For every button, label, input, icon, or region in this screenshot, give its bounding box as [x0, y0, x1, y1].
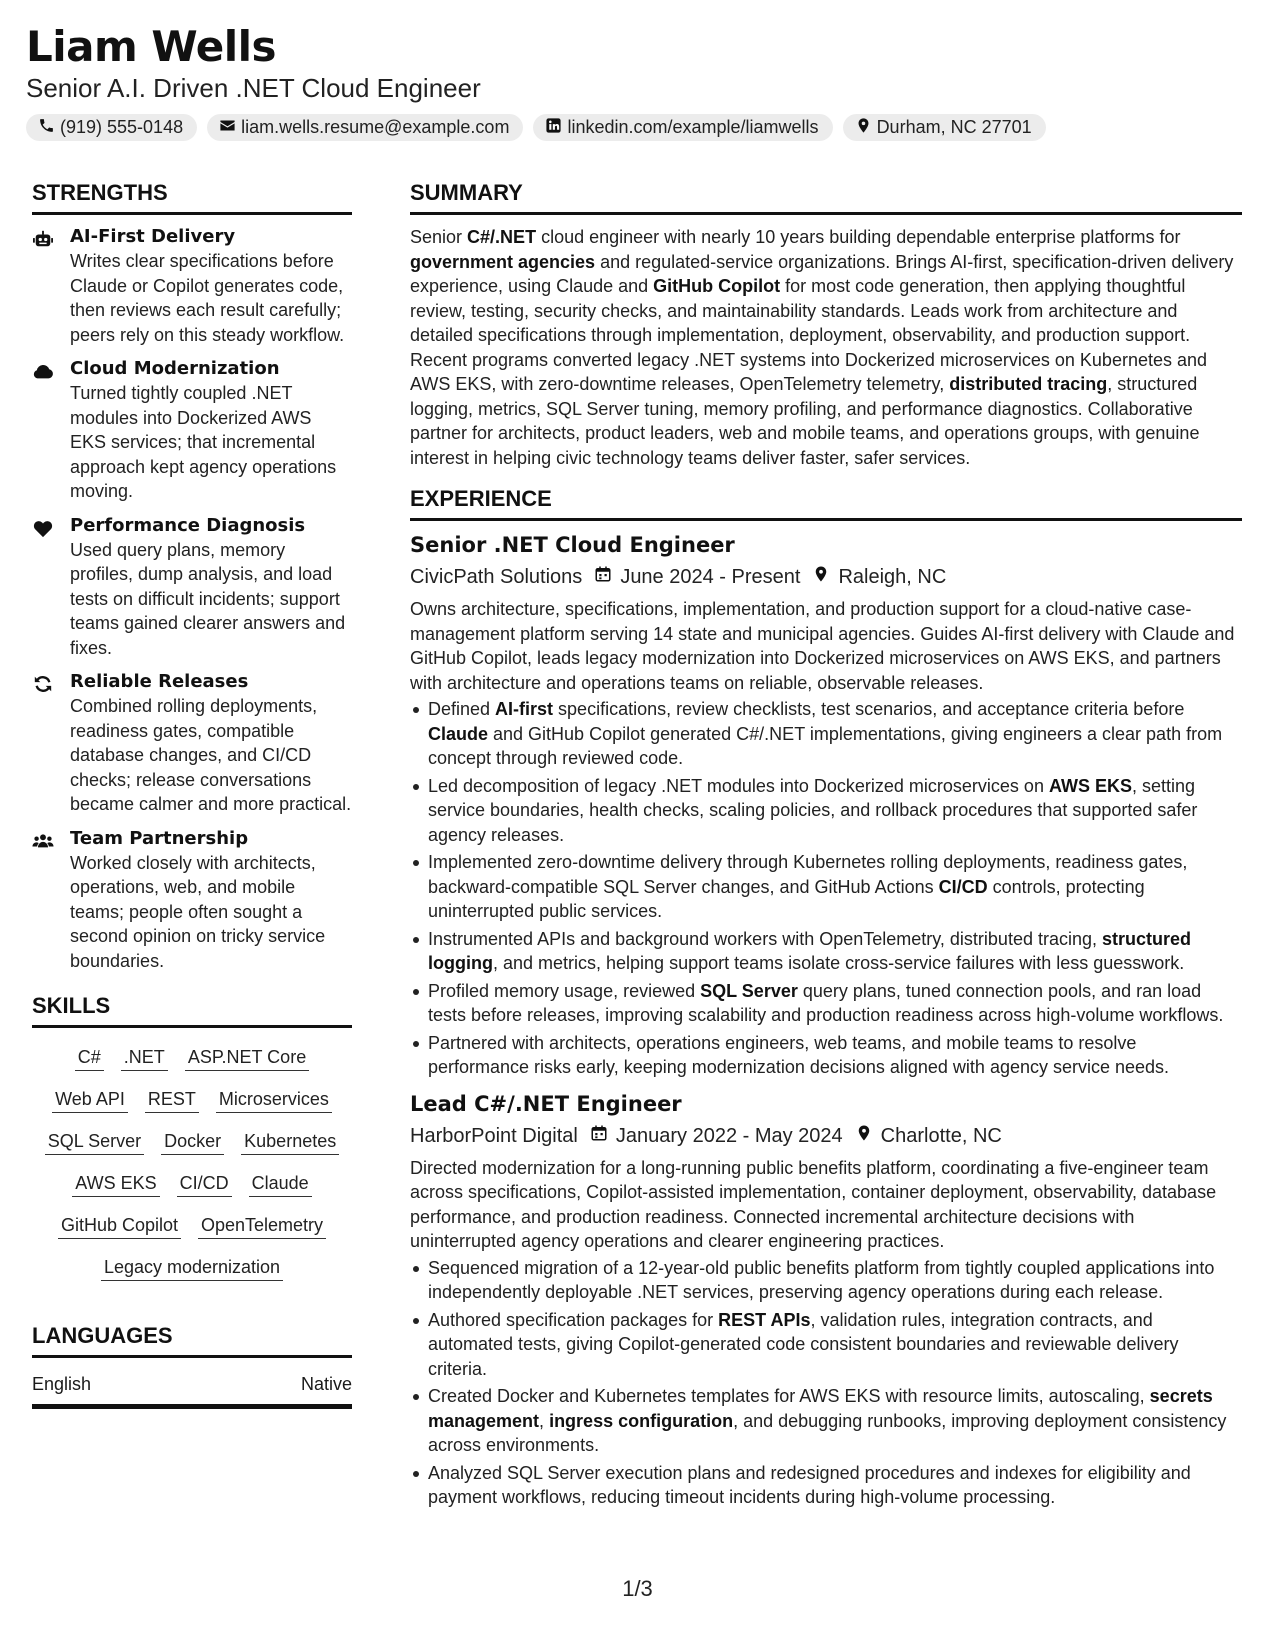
job-title: Senior .NET Cloud Engineer: [410, 533, 735, 557]
strength-desc: Writes clear specifications before Claude or Copilot generates code, then reviews each result carefully; peers rely on this steady workflow.: [70, 251, 345, 345]
strength-item: [32, 670, 352, 817]
heart-icon: [32, 525, 54, 542]
text-run: Authored specification packages for: [428, 1309, 719, 1330]
bullet-item: [410, 697, 1242, 771]
text-run: , setting service boundaries, health checks, scaling policies, and rollback procedures that supported safer agency releases.: [428, 775, 1198, 845]
emphasis-text: SQL Server: [700, 980, 798, 1001]
page-number: 1/3: [622, 1576, 653, 1601]
strength-title: Team Partnership: [70, 827, 249, 849]
skill-tag: GitHub Copilot: [58, 1214, 181, 1239]
text-run: Senior: [410, 227, 468, 247]
bullet-item: [410, 1308, 1242, 1382]
text-run: Analyzed SQL Server execution plans and redesigned procedures and indexes for eligibility and payment workflows, reducing timeout incidents during high-volume processing.: [428, 1462, 1191, 1507]
bullet-item: [410, 927, 1242, 976]
languages-heading: LANGUAGES: [32, 1321, 352, 1358]
text-run: Defined: [428, 699, 496, 719]
contact-text: linkedin.com/example/liamwells: [567, 117, 819, 137]
bullet-item: [410, 774, 1242, 848]
text-run: , validation rules, integration contracts, and automated tests, giving Copilot-generated code consistent boundaries and reviewable delivery criteria.: [428, 1309, 1179, 1379]
strength-desc: Used query plans, memory profiles, dump analysis, and load tests on difficult incidents; support teams gained clearer answers and fixes.: [70, 539, 346, 658]
right-column: [410, 178, 1242, 1520]
text-run: , structured logging, metrics, SQL Server tuning, memory profiling, and performance diagnostics. Collaborative partner for architects, product leaders, web and mobile teams, and operations groups, with genuine interest in helping civic technology teams deliver faster, safer services.: [410, 374, 1200, 468]
text-run: Sequenced migration of a 12-year-old public benefits platform from tightly coupled applications into independently deployable .NET services, preserving agency operations during each release.: [428, 1257, 1215, 1302]
strength-title: AI-First Delivery: [70, 226, 236, 247]
text-run: Instrumented APIs and background workers with OpenTelemetry, distributed tracing,: [428, 928, 1102, 949]
skill-tag: OpenTelemetry: [198, 1214, 326, 1239]
resume-header: [26, 22, 1256, 141]
emphasis-text: REST APIs: [718, 1309, 811, 1330]
job-company: HarborPoint Digital: [410, 1124, 578, 1147]
map-pin-icon: [855, 117, 877, 139]
job-title: Lead C#/.NET Engineer: [410, 1091, 682, 1116]
emphasis-text: AI-first: [495, 699, 554, 719]
strengths-heading: STRENGTHS: [32, 178, 352, 215]
emphasis-text: CI/CD: [938, 876, 988, 897]
bullet-item: [410, 850, 1242, 924]
contact-text: (919) 555-0148: [60, 117, 184, 137]
bullet-item: [410, 1031, 1242, 1080]
left-column: [32, 178, 352, 1409]
strength-title: Reliable Releases: [70, 671, 249, 692]
linkedin-icon: [545, 117, 567, 139]
text-run: Led decomposition of legacy .NET modules into Dockerized microservices on: [428, 775, 1049, 796]
text-run: Created Docker and Kubernetes templates for AWS EKS with resource limits, autoscaling,: [428, 1386, 1150, 1406]
emphasis-text: GitHub Copilot: [653, 276, 781, 296]
contact-text: liam.wells.resume@example.com: [241, 117, 510, 137]
experience-heading: EXPERIENCE: [410, 484, 1242, 521]
text-run: , and metrics, helping support teams isolate cross-service failures with less guesswork.: [492, 953, 1185, 973]
bullet-item: [410, 979, 1242, 1028]
strength-desc: Turned tightly coupled .NET modules into Dockerized AWS EKS services; that incremental approach kept agency operations moving.: [70, 383, 337, 501]
users-icon: [32, 838, 54, 855]
strength-item: [32, 357, 352, 504]
contact-bar: [26, 114, 1256, 141]
strength-item: [32, 514, 352, 661]
map-pin-icon: [855, 1122, 881, 1150]
job-company: CivicPath Solutions: [410, 566, 583, 588]
text-run: , and debugging runbooks, improving deployment consistency across environments.: [428, 1410, 1227, 1455]
job-entry: [410, 1090, 1242, 1510]
contact-email[interactable]: [207, 114, 523, 141]
phone-icon: [38, 117, 60, 139]
emphasis-text: distributed tracing: [949, 374, 1108, 394]
calendar-icon: [590, 1122, 616, 1150]
emphasis-text: structured logging: [428, 928, 1192, 973]
language-level: Native: [300, 1374, 352, 1394]
language-name: English: [32, 1374, 92, 1394]
emphasis-text: secrets management: [428, 1386, 1213, 1431]
skill-tag: Web API: [52, 1088, 128, 1113]
job-meta: [410, 563, 1242, 591]
contact-linkedin[interactable]: [533, 114, 832, 141]
skill-tag: REST: [145, 1088, 199, 1113]
emphasis-text: C#/.NET: [467, 227, 537, 247]
candidate-name: Liam Wells: [26, 22, 276, 71]
text-run: and regulated-service organizations. Brings AI-first, specification-driven delivery experience, using Claude and: [410, 251, 1234, 296]
strength-title: Cloud Modernization: [70, 358, 280, 379]
job-bullets: [410, 697, 1242, 1080]
skill-tag: Claude: [249, 1172, 312, 1197]
text-run: ,: [539, 1410, 550, 1431]
skill-tag: .NET: [121, 1046, 168, 1071]
job-bullets: [410, 1256, 1242, 1510]
bullet-item: [410, 1461, 1242, 1510]
skill-tag: AWS EKS: [72, 1172, 159, 1197]
strength-item: [32, 225, 352, 347]
cloud-icon: [32, 368, 54, 385]
robot-icon: [32, 236, 54, 253]
strength-desc: Worked closely with architects, operations, web, and mobile teams; people often sought a second opinion on tricky service boundaries.: [70, 852, 326, 971]
skill-tag: CI/CD: [177, 1172, 232, 1197]
job-description: Owns architecture, specifications, implementation, and production support for a cloud-native case-management platform serving 14 state and municipal agencies. Guides AI-first delivery with Claude and GitHub Copilot, leads legacy modernization into Dockerized microservices on AWS EKS, and partners with architecture and operations teams on reliable, observable releases.: [410, 599, 1235, 693]
job-meta: [410, 1122, 1242, 1150]
skill-tag: Kubernetes: [241, 1130, 339, 1155]
job-description: Directed modernization for a long-running public benefits platform, coordinating a five-engineer team across specifications, Copilot-assisted implementation, container deployment, observability, database performance, and production readiness. Connected incremental architecture decisions with uninterrupted agency operations and clearer engineering practices.: [410, 1157, 1217, 1251]
job-dates: June 2024 - Present: [620, 566, 801, 588]
skill-tag: SQL Server: [45, 1130, 144, 1155]
text-run: Implemented zero-downtime delivery through Kubernetes rolling deployments, readiness gates, backward-compatible SQL Server changes, and GitHub Actions: [428, 852, 1188, 897]
skills-heading: SKILLS: [32, 991, 352, 1028]
strength-item: [32, 827, 352, 974]
strength-desc: Combined rolling deployments, readiness gates, compatible database changes, and CI/CD checks; release conversations became calmer and more practical.: [70, 696, 352, 814]
strength-title: Performance Diagnosis: [70, 514, 306, 536]
skills-list: [32, 1046, 352, 1281]
candidate-title: Senior A.I. Driven .NET Cloud Engineer: [26, 73, 481, 103]
calendar-icon: [594, 563, 620, 591]
text-run: and GitHub Copilot generated C#/.NET implementations, giving engineers a clear path from concept through reviewed code.: [428, 723, 1223, 768]
skill-tag: ASP.NET Core: [185, 1046, 309, 1071]
bullet-item: [410, 1256, 1242, 1305]
contact-text: Durham, NC 27701: [876, 117, 1032, 137]
emphasis-text: Claude: [428, 723, 489, 744]
job-location: Charlotte, NC: [880, 1124, 1002, 1147]
job-dates: January 2022 - May 2024: [615, 1124, 843, 1147]
contact-location: [843, 114, 1046, 141]
emphasis-text: government agencies: [410, 251, 596, 272]
skill-tag: C#: [75, 1046, 104, 1071]
summary-heading: SUMMARY: [410, 178, 1242, 215]
bullet-item: [410, 1384, 1242, 1458]
skill-tag: Docker: [161, 1130, 224, 1155]
job-location: Raleigh, NC: [838, 566, 947, 588]
language-row: [32, 1372, 352, 1409]
text-run: query plans, tuned connection pools, and ran load tests before releases, improving scalability and production readiness across high-volume workflows.: [428, 980, 1224, 1025]
skill-tag: Legacy modernization: [101, 1256, 283, 1281]
text-run: Profiled memory usage, reviewed: [428, 980, 701, 1001]
emphasis-text: ingress configuration: [549, 1410, 734, 1431]
contact-phone[interactable]: [26, 114, 197, 141]
text-run: specifications, review checklists, test scenarios, and acceptance criteria before: [553, 699, 1185, 719]
text-run: Partnered with architects, operations engineers, web teams, and mobile teams to resolve performance risks early, keeping modernization decisions aligned with agency service needs.: [428, 1032, 1170, 1077]
text-run: controls, protecting uninterrupted public services.: [428, 876, 1145, 921]
job-entry: [410, 531, 1242, 1080]
refresh-icon: [32, 681, 54, 698]
summary-text: [410, 225, 1242, 470]
text-run: cloud engineer with nearly 10 years building dependable enterprise platforms for: [536, 227, 1181, 247]
text-run: for most code generation, then applying thoughtful review, testing, security checks, and maintainability standards. Leads work from architecture and detailed specifications through implementation, deployment, observability, and production support. Recent programs converted legacy .NET systems into Dockerized microservices on Kubernetes and AWS EKS, with zero-downtime releases, OpenTelemetry telemetry,: [410, 276, 1208, 394]
envelope-icon: [219, 117, 241, 139]
emphasis-text: AWS EKS: [1048, 775, 1132, 796]
map-pin-icon: [812, 563, 838, 591]
skill-tag: Microservices: [216, 1088, 332, 1113]
